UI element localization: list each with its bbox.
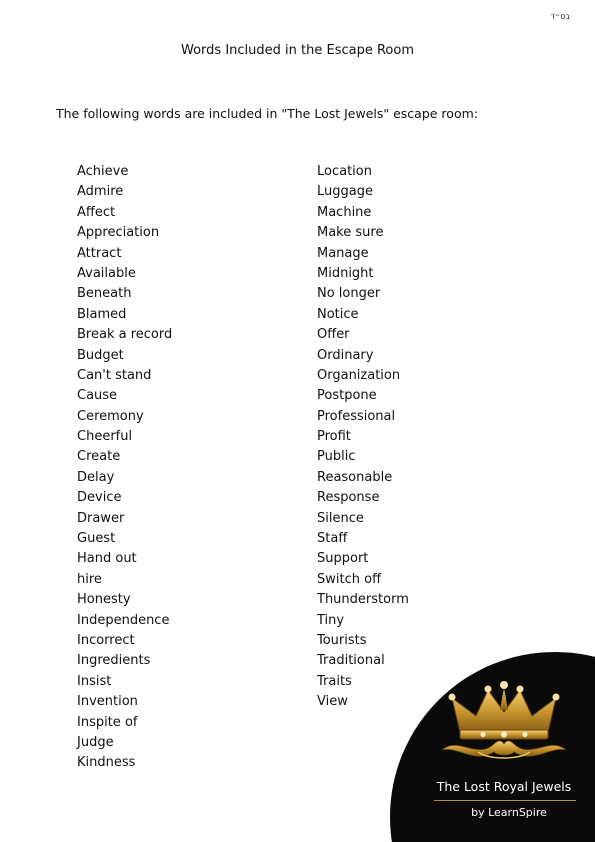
word-item: Inspite of: [77, 714, 138, 730]
word-item: Create: [77, 449, 121, 465]
word-item: Budget: [77, 347, 124, 363]
word-item: Reasonable: [317, 469, 393, 485]
word-item: Offer: [317, 327, 350, 343]
word-item: Invention: [77, 694, 138, 710]
word-item: Cheerful: [77, 429, 133, 445]
word-item: Support: [317, 551, 369, 567]
word-item: Make sure: [317, 225, 384, 241]
word-item: Blamed: [77, 306, 127, 322]
word-item: View: [317, 694, 348, 710]
word-item: Appreciation: [77, 225, 160, 241]
word-item: Midnight: [317, 265, 374, 281]
word-item: Ordinary: [317, 347, 374, 363]
word-item: Thunderstorm: [317, 592, 409, 608]
word-item: Available: [77, 265, 136, 281]
word-item: Affect: [77, 204, 116, 220]
word-item: Hand out: [77, 551, 137, 567]
hebrew-mark: בס״ד: [550, 12, 570, 21]
word-item: hire: [77, 571, 102, 587]
word-item: Switch off: [317, 571, 382, 587]
word-item: Ceremony: [77, 408, 144, 424]
word-item: Incorrect: [77, 632, 135, 648]
word-item: Admire: [77, 184, 124, 200]
word-item: Staff: [317, 531, 348, 547]
word-item: Postpone: [317, 388, 377, 404]
word-item: Tiny: [317, 612, 345, 628]
word-item: Drawer: [77, 510, 125, 526]
word-item: Device: [77, 490, 122, 506]
brand-title: The Lost Royal Jewels: [436, 779, 572, 794]
word-item: Independence: [77, 612, 170, 628]
word-item: Location: [317, 164, 372, 179]
word-item: Beneath: [77, 286, 132, 302]
word-item: Can't stand: [77, 367, 152, 383]
brand-divider: [434, 800, 576, 801]
word-item: Ingredients: [77, 653, 151, 669]
word-item: Break a record: [77, 327, 173, 343]
crown-icon: [438, 680, 570, 764]
word-item: Attract: [77, 245, 122, 261]
word-item: Organization: [317, 367, 401, 383]
intro-text: The following words are included in "The Lost Jewels" escape room:: [56, 106, 478, 121]
word-item: Manage: [317, 245, 369, 261]
brand-byline: by LearnSpire: [471, 806, 547, 819]
word-item: Achieve: [77, 164, 129, 179]
word-item: Professional: [317, 408, 396, 424]
word-item: Judge: [77, 734, 114, 750]
word-item: Response: [317, 490, 380, 506]
word-item: Traits: [317, 673, 352, 689]
page-title: Words Included in the Escape Room: [181, 43, 414, 58]
word-list-left: [77, 162, 172, 774]
word-item: Machine: [317, 204, 372, 220]
word-item: Cause: [77, 388, 118, 404]
word-item: Guest: [77, 531, 116, 547]
word-item: Public: [317, 449, 356, 465]
word-item: Tourists: [317, 632, 367, 648]
word-item: Notice: [317, 306, 359, 322]
word-item: Silence: [317, 510, 364, 526]
word-item: Honesty: [77, 592, 131, 608]
word-list-right: [317, 162, 409, 713]
word-item: Insist: [77, 673, 112, 689]
word-item: Profit: [317, 429, 351, 445]
word-item: Luggage: [317, 184, 373, 200]
word-item: Kindness: [77, 755, 136, 771]
word-item: Traditional: [317, 653, 385, 669]
word-item: No longer: [317, 286, 381, 302]
word-item: Delay: [77, 469, 115, 485]
